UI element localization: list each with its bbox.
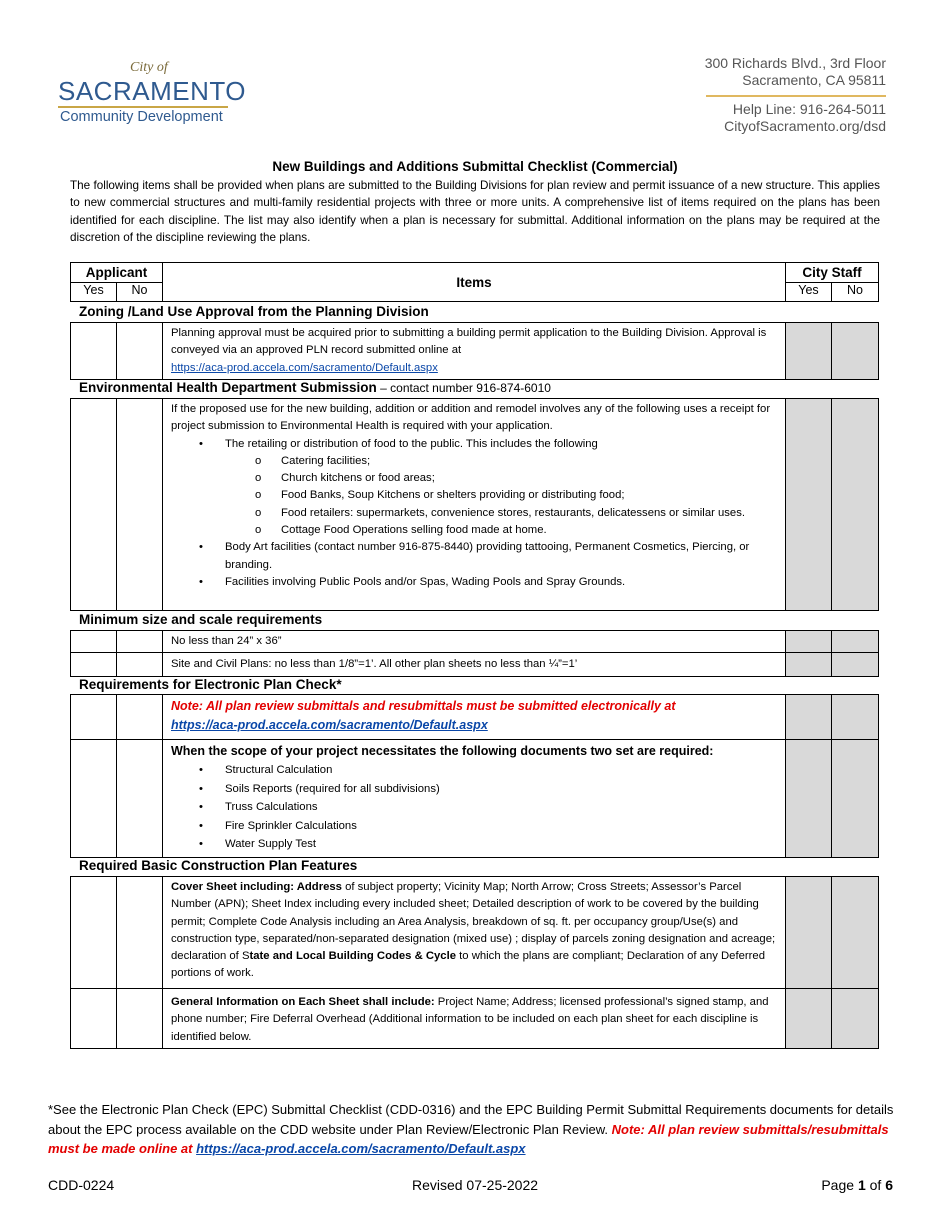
zoning-table bbox=[70, 322, 879, 380]
staff-yes-checkbox[interactable] bbox=[786, 989, 832, 1049]
item-cell bbox=[163, 323, 786, 380]
list-item: • Soils Reports (required for all subdivisions) bbox=[225, 780, 777, 799]
applicant-no-header: No bbox=[117, 283, 163, 302]
staff-no-checkbox[interactable] bbox=[832, 695, 879, 740]
applicant-no-checkbox[interactable] bbox=[117, 323, 163, 380]
cover-bold: Cover Sheet including: Address bbox=[171, 881, 342, 893]
section-title-env bbox=[79, 380, 551, 395]
table-row bbox=[71, 989, 879, 1049]
item-cell bbox=[163, 989, 786, 1049]
applicant-no-checkbox[interactable] bbox=[117, 631, 163, 653]
applicant-no-checkbox[interactable] bbox=[117, 695, 163, 740]
list-item: o Catering facilities; bbox=[281, 453, 777, 470]
cover-text2: to which the plans are compliant; Declaration of any Deferred portions of work. bbox=[171, 950, 765, 980]
staff-no-checkbox[interactable] bbox=[832, 989, 879, 1049]
applicant-yes-checkbox[interactable] bbox=[71, 399, 117, 611]
list-item: • Water Supply Test bbox=[225, 835, 777, 854]
general-text: Project Name; Address; licensed professional’s signed stamp, and phone number; Fire Deferral Overhead (Additional information to be included on each plan sheet for each discipline is identified below. bbox=[171, 996, 769, 1043]
address-block bbox=[705, 55, 886, 135]
page-current: 1 bbox=[857, 1177, 866, 1193]
env-text: If the proposed use for the new building, addition or addition and remodel involves any of the following uses a receipt for project submission to Environmental Health is required with your application. bbox=[171, 403, 771, 433]
item-cell bbox=[163, 877, 786, 989]
section-title-basic: Required Basic Construction Plan Features bbox=[79, 858, 358, 873]
staff-no-checkbox[interactable] bbox=[832, 740, 879, 858]
staff-yes-header: Yes bbox=[785, 283, 831, 302]
revised-date: Revised 07-25-2022 bbox=[411, 1177, 539, 1193]
basic-table bbox=[70, 876, 879, 1049]
general-bold: General Information on Each Sheet shall include: bbox=[171, 996, 435, 1008]
page-total: 6 bbox=[885, 1177, 893, 1193]
list-item: • Structural Calculation bbox=[225, 761, 777, 780]
item-cell bbox=[163, 399, 786, 611]
list-item: • Body Art facilities (contact number 916-875-8440) providing tattooing, Permanent Cosmetics, Piercing, or branding. bbox=[225, 539, 777, 574]
applicant-yes-checkbox[interactable] bbox=[71, 989, 117, 1049]
list-item: • Facilities involving Public Pools and/or Spas, Wading Pools and Spray Grounds. bbox=[225, 574, 777, 591]
staff-yes-checkbox[interactable] bbox=[786, 877, 832, 989]
staff-yes-checkbox[interactable] bbox=[786, 740, 832, 858]
applicant-no-checkbox[interactable] bbox=[117, 877, 163, 989]
table-row bbox=[71, 653, 879, 676]
env-title: Environmental Health Department Submission bbox=[79, 380, 377, 395]
staff-no-checkbox[interactable] bbox=[832, 631, 879, 653]
footnote-link[interactable]: https://aca-prod.accela.com/sacramento/Default.aspx bbox=[196, 1141, 526, 1156]
footnote bbox=[48, 1100, 898, 1159]
page-title: New Buildings and Additions Submittal Checklist (Commercial) bbox=[272, 159, 678, 174]
staff-yes-checkbox[interactable] bbox=[786, 631, 832, 653]
logo-divider bbox=[58, 106, 228, 108]
address-line1: 300 Richards Blvd., 3rd Floor bbox=[704, 55, 886, 71]
epc-scope: When the scope of your project necessitates the following documents two set are required: bbox=[171, 744, 714, 758]
footnote-text: *See the Electronic Plan Check (EPC) Submittal Checklist (CDD-0316) and the EPC Building Permit Submittal Requirements documents for details about the EPC process available on the CDD website under Plan Review/Electronic Plan Review. bbox=[48, 1102, 894, 1137]
logo-city-of: City of bbox=[130, 60, 168, 75]
item-cell bbox=[163, 740, 786, 858]
staff-no-checkbox[interactable] bbox=[832, 399, 879, 611]
applicant-yes-checkbox[interactable] bbox=[71, 740, 117, 858]
logo-name: SACRAMENTO bbox=[58, 76, 246, 106]
table-row bbox=[71, 740, 879, 858]
page-number bbox=[821, 1177, 893, 1193]
city-staff-header: City Staff bbox=[785, 263, 878, 283]
list-item: o Cottage Food Operations selling food made at home. bbox=[281, 522, 777, 539]
items-header: Items bbox=[163, 263, 786, 302]
intro-paragraph: The following items shall be provided when plans are submitted to the Building Divisions for plan review and permit issuance of a new structure. This applies to new commercial structures and multi-family residential projects with three or more units. A comprehensive list of items required on the plans has been identified for each discipline. The list may also identify when a plan is necessary for submittal. Additional information on the plans may be required at the discretion of the discipline reviewing the plans. bbox=[70, 179, 880, 245]
table-row bbox=[71, 399, 879, 611]
table-row bbox=[71, 695, 879, 740]
staff-yes-checkbox[interactable] bbox=[786, 323, 832, 380]
env-title-note: – contact number 916-874-6010 bbox=[376, 381, 551, 395]
applicant-yes-checkbox[interactable] bbox=[71, 631, 117, 653]
applicant-yes-checkbox[interactable] bbox=[71, 653, 117, 676]
staff-yes-checkbox[interactable] bbox=[786, 399, 832, 611]
staff-yes-checkbox[interactable] bbox=[786, 653, 832, 676]
applicant-no-checkbox[interactable] bbox=[117, 989, 163, 1049]
minsize-row2: Site and Civil Plans: no less than 1/8”=1’. All other plan sheets no less than ¼”=1’ bbox=[163, 653, 786, 676]
page-of: of bbox=[865, 1177, 886, 1193]
staff-no-header: No bbox=[831, 283, 878, 302]
page-prefix: Page bbox=[821, 1177, 858, 1193]
staff-no-checkbox[interactable] bbox=[832, 877, 879, 989]
form-id: CDD-0224 bbox=[48, 1177, 115, 1193]
epc-link[interactable]: https://aca-prod.accela.com/sacramento/Default.aspx bbox=[171, 718, 488, 732]
applicant-yes-checkbox[interactable] bbox=[71, 323, 117, 380]
applicant-yes-checkbox[interactable] bbox=[71, 877, 117, 989]
minsize-row1: No less than 24” x 36” bbox=[163, 631, 786, 653]
list-item: o Church kitchens or food areas; bbox=[281, 470, 777, 487]
applicant-no-checkbox[interactable] bbox=[117, 399, 163, 611]
zoning-text: Planning approval must be acquired prior to submitting a building permit application to the Building Division. Approval is conveyed via an approved PLN record submitted online at bbox=[171, 327, 767, 357]
logo-subtitle: Community Development bbox=[60, 109, 223, 125]
epc-note: Note: All plan review submittals and resubmittals must be submitted electronically at bbox=[171, 699, 676, 713]
address-line2: Sacramento, CA 95811 bbox=[742, 72, 886, 88]
footnote-note: Note: All plan review submittals/resubmittals must be made online at bbox=[48, 1121, 889, 1156]
env-bullet-food: The retailing or distribution of food to the public. This includes the following bbox=[225, 437, 598, 450]
epc-table bbox=[70, 694, 879, 858]
item-cell bbox=[163, 695, 786, 740]
list-item: o Food Banks, Soup Kitchens or shelters providing or distributing food; bbox=[281, 487, 777, 504]
checklist-header bbox=[70, 262, 879, 302]
list-item: • Fire Sprinkler Calculations bbox=[225, 817, 777, 836]
section-title-zoning: Zoning /Land Use Approval from the Planning Division bbox=[79, 304, 429, 319]
staff-no-checkbox[interactable] bbox=[832, 323, 879, 380]
cover-bold2: tate and Local Building Codes & Cycle bbox=[249, 950, 457, 963]
cover-text: of subject property; Vicinity Map; North Arrow; Cross Streets; Assessor’s Parcel Number (APN); Sheet Index including every included sheet; Detailed description of work to be covered by the building permit; Complete Code Analysis including an Area Analysis, breakdown of sq. ft. per occupancy group/Use(s) and construction type, separated/non-separated designation (mixed use) ; display of parcels zoning designation and acreage; declaration of S bbox=[171, 881, 776, 963]
section-title-epc: Requirements for Electronic Plan Check* bbox=[79, 677, 342, 692]
table-row bbox=[71, 877, 879, 989]
accela-link[interactable]: https://aca-prod.accela.com/sacramento/Default.aspx bbox=[171, 361, 438, 374]
env-table bbox=[70, 398, 879, 611]
applicant-no-checkbox[interactable] bbox=[117, 740, 163, 858]
section-title-minsize: Minimum size and scale requirements bbox=[79, 612, 323, 627]
list-item bbox=[225, 436, 777, 540]
list-item: • Truss Calculations bbox=[225, 798, 777, 817]
list-item: o Food retailers: supermarkets, convenience stores, restaurants, delicatessens or similar uses. bbox=[281, 505, 777, 522]
minsize-table bbox=[70, 630, 879, 677]
applicant-header: Applicant bbox=[71, 263, 163, 283]
applicant-no-checkbox[interactable] bbox=[117, 653, 163, 676]
staff-yes-checkbox[interactable] bbox=[786, 695, 832, 740]
address-divider bbox=[706, 95, 886, 97]
table-row bbox=[71, 323, 879, 380]
staff-no-checkbox[interactable] bbox=[832, 653, 879, 676]
help-line: Help Line: 916-264-5011 bbox=[732, 101, 886, 117]
applicant-yes-checkbox[interactable] bbox=[71, 695, 117, 740]
website: CityofSacramento.org/dsd bbox=[724, 118, 886, 134]
applicant-yes-header: Yes bbox=[71, 283, 117, 302]
table-row bbox=[71, 631, 879, 653]
